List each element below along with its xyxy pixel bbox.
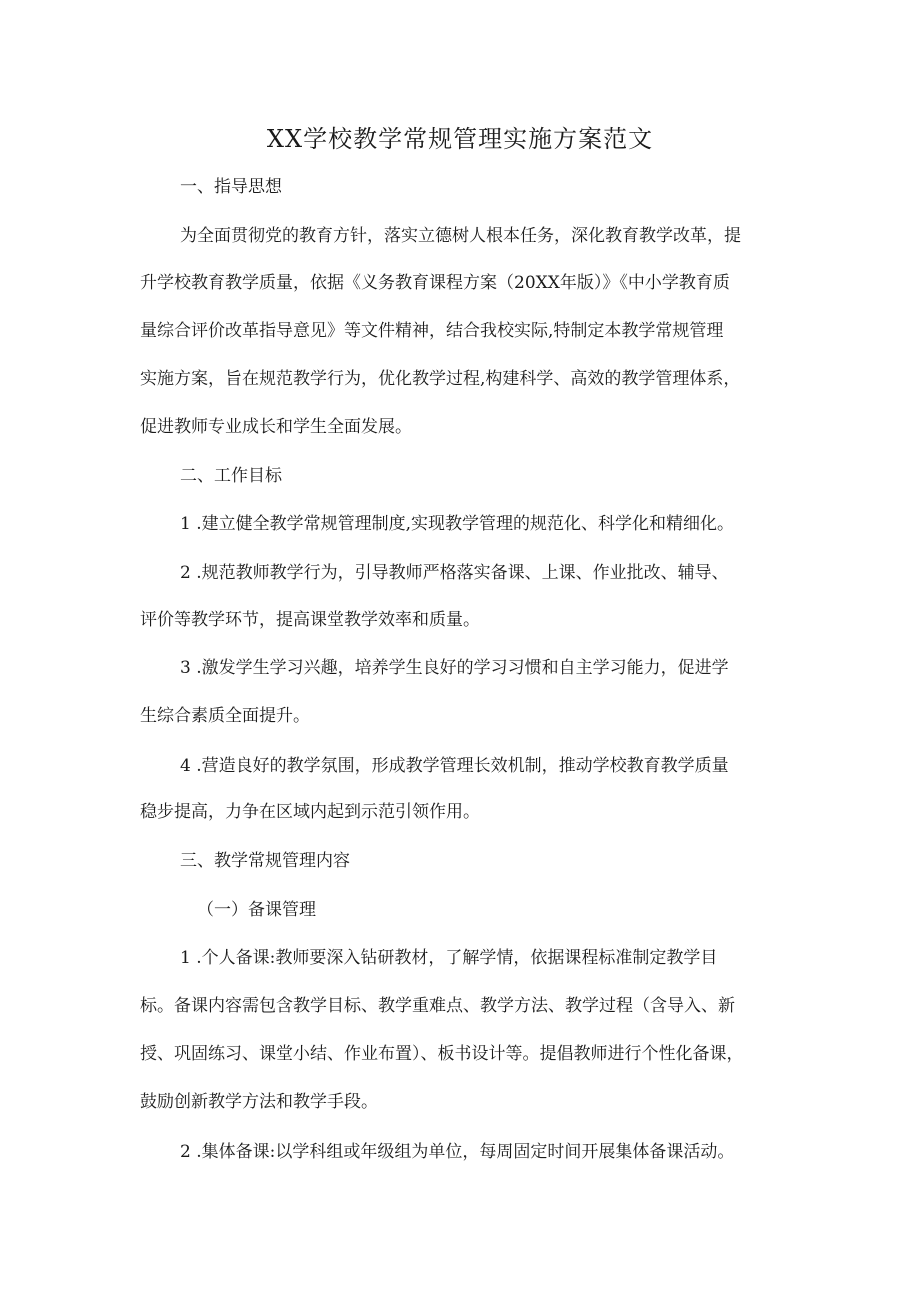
paragraph-line: 量综合评价改革指导意见》等文件精神，结合我校实际,特制定本教学常规管理 bbox=[140, 321, 724, 341]
list-item-line: 稳步提高，力争在区域内起到示范引领作用。 bbox=[140, 802, 480, 822]
list-item-line: 鼓励创新教学方法和教学手段。 bbox=[140, 1092, 378, 1112]
list-item-line: 2 .规范教师教学行为，引导教师严格落实备课、上课、作业批改、辅导、 bbox=[180, 563, 729, 583]
subsection-heading: （一）备课管理 bbox=[197, 900, 316, 920]
list-item-line: 标。备课内容需包含教学目标、教学重难点、教学方法、教学过程（含导入、新 bbox=[140, 996, 735, 1016]
list-item-line: 1 .建立健全教学常规管理制度,实现教学管理的规范化、科学化和精细化。 bbox=[180, 514, 735, 534]
list-item-line: 评价等教学环节，提高课堂教学效率和质量。 bbox=[140, 610, 480, 630]
section-heading: 二、工作目标 bbox=[180, 466, 282, 486]
paragraph-line: 促进教师专业成长和学生全面发展。 bbox=[140, 417, 412, 437]
list-item-line: 生综合素质全面提升。 bbox=[140, 706, 310, 726]
section-heading: 三、教学常规管理内容 bbox=[180, 851, 350, 871]
paragraph-line: 为全面贯彻党的教育方针，落实立德树人根本任务，深化教育教学改革，提 bbox=[180, 226, 741, 246]
paragraph-line: 升学校教育教学质量，依据《义务教育课程方案（20XX年版）》《中小学教育质 bbox=[140, 273, 730, 293]
list-item-line: 授、巩固练习、课堂小结、作业布置）、板书设计等。提倡教师进行个性化备课， bbox=[140, 1044, 744, 1064]
section-heading: 一、指导思想 bbox=[180, 177, 282, 197]
document-title: XX学校教学常规管理实施方案范文 bbox=[266, 125, 654, 153]
list-item-line: 1 .个人备课:教师要深入钻研教材，了解学情，依据课程标准制定教学目 bbox=[180, 948, 718, 968]
paragraph-line: 实施方案，旨在规范教学行为，优化教学过程,构建科学、高效的教学管理体系， bbox=[140, 369, 741, 389]
list-item-line: 2 .集体备课:以学科组或年级组为单位，每周固定时间开展集体备课活动。 bbox=[180, 1142, 735, 1162]
list-item-line: 3 .激发学生学习兴趣，培养学生良好的学习习惯和自主学习能力，促进学 bbox=[180, 658, 729, 678]
list-item-line: 4 .营造良好的教学氛围，形成教学管理长效机制，推动学校教育教学质量 bbox=[180, 756, 729, 776]
